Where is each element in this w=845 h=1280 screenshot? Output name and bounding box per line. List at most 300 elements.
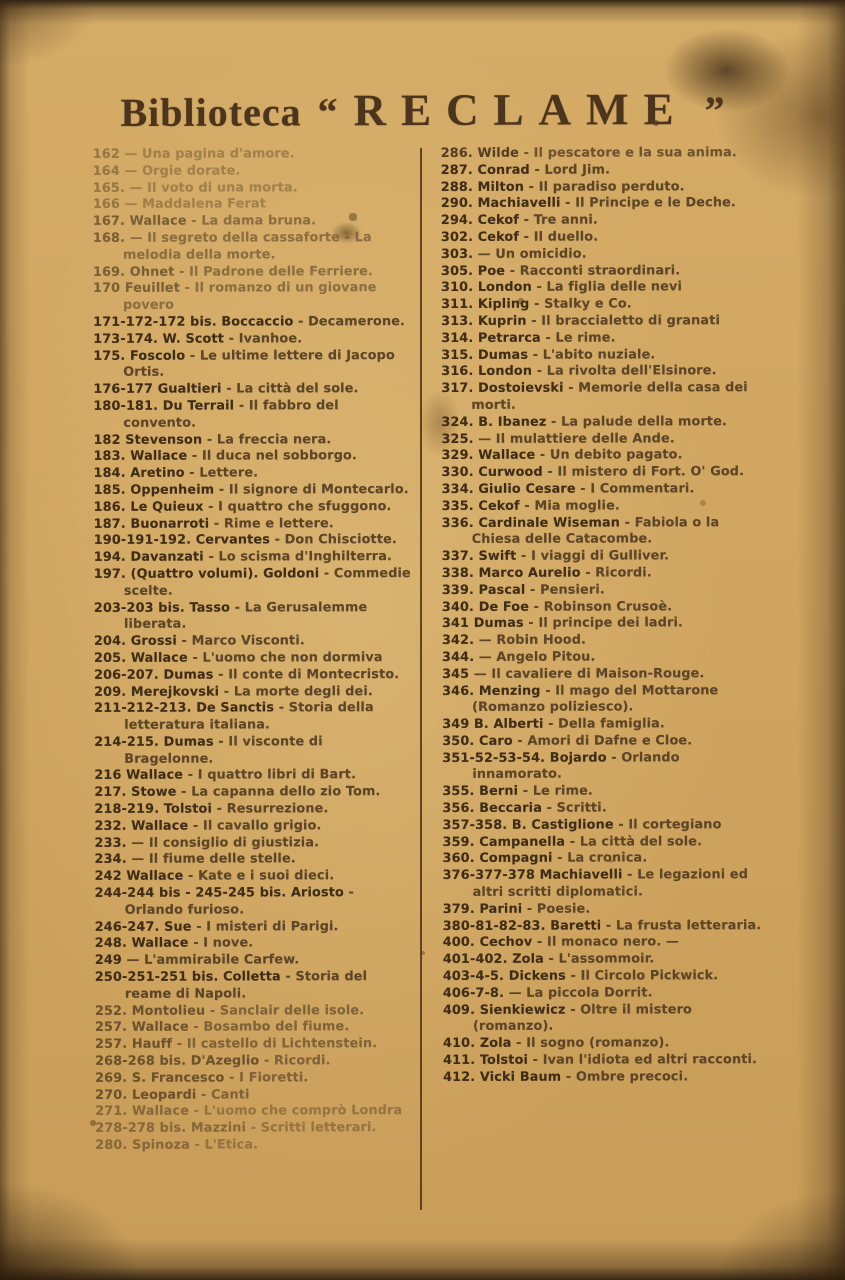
entry-author: Zola [507,951,544,968]
catalog-entry [442,649,762,667]
entry-number: 290. [440,196,474,212]
entry-title: - La palude della morte. [546,413,728,430]
entry-author: Dickens [504,968,566,984]
entry-title: — Robin Hood. [474,632,587,648]
entry-number: 250-251-251 bis. [94,969,219,985]
entry-author: Wallace [127,1020,189,1036]
entry-author: Wallace [121,868,184,885]
catalog-entry [94,516,414,534]
entry-author: Merejkovski [126,684,220,700]
entry-author: Kipling [473,296,530,313]
close-quote: ” [704,87,725,134]
entry-title: - Il paradiso perduto. [524,178,685,195]
entry-title: - Stalky e Co. [529,296,632,312]
entry-number: 400. [442,935,475,951]
catalog-entry [94,549,414,567]
entry-number: 280. [95,1137,128,1153]
catalog-entry [94,482,414,500]
entry-number: 175. [93,348,126,364]
entry-author: Spinoza [127,1137,190,1153]
entry-author: D'Azeglio [186,1053,260,1069]
catalog-entry [95,1087,415,1105]
entry-author: B. Ibanez [473,414,547,430]
catalog-entry [95,1103,415,1121]
entry-title: - Oltre il mistero (romanzo). [472,1001,692,1035]
entry-author: B. Alberti [469,716,544,732]
entry-number: 350. [442,733,475,749]
entry-title: - Pensieri. [525,582,605,598]
catalog-entry [442,834,762,852]
entry-author: Colletta [218,969,281,985]
entry-number: 167. [92,213,126,230]
entry-number: 186. [93,499,126,515]
entry-title: - Fabiola o la Chiesa delle Catacombe. [471,514,720,548]
entry-author: London [473,364,533,380]
entry-title: - Sanclair delle isole. [205,1002,365,1019]
catalog-entry [441,179,761,197]
catalog-entry [442,683,762,717]
entry-number: 324. [441,414,474,430]
catalog [93,145,764,1155]
entry-title: - Il monaco nero. — [532,934,679,951]
entry-author: Beccaria [474,800,543,816]
entry-title: - Ivanhoe. [224,331,303,347]
catalog-entry [93,331,413,349]
entry-number: 197. (Quattro volumi). [93,566,259,582]
entry-title: - L'uomo che comprò Londra [189,1103,403,1120]
entry-author: Feuillet [120,281,181,297]
entry-title: - Le ultime lettere di Jacopo Ortis. [123,347,395,381]
entry-author: Petrarca [473,330,541,346]
catalog-entry [441,280,761,298]
entry-title: - La Gerusalemme liberata. [123,599,368,633]
entry-number: 257. [95,1037,128,1053]
entry-author: Dumas [159,734,214,750]
entry-number: 376-377-378 [442,867,536,884]
entry-title: - L'uomo che non dormiva [187,650,383,666]
entry-number: 278-278 bis. [95,1120,187,1137]
entry-author: Wallace [473,448,536,464]
entry-number: 314. [441,330,474,346]
catalog-entry [95,1137,415,1155]
entry-title: - Poesie. [522,901,591,917]
entry-title: - I viaggi di Gulliver. [516,548,670,564]
entry-title: - Lord Jim. [529,162,611,178]
catalog-entry [442,716,762,734]
entry-title: - Rime e lettere. [209,515,334,532]
catalog-entry [94,499,414,517]
entry-number: 166 [92,197,121,213]
catalog-entry [95,852,415,870]
catalog-entry [441,212,761,230]
entry-number: 211-212-213. [94,700,192,717]
catalog-entry [441,246,761,264]
entry-title: - Ricordi. [580,565,652,581]
entry-author: Caro [474,733,513,749]
entry-author: Parini [474,901,523,917]
entry-author: Oppenheim [125,482,215,498]
entry-number: 330. [441,465,474,481]
catalog-entry [95,1036,415,1054]
catalog-entry [441,447,761,465]
entry-number: 194. [93,549,126,565]
catalog-entry [441,347,761,365]
entry-title: — Maddalena Ferat [119,196,266,213]
entry-title: - Ombre precoci. [561,1069,689,1085]
entry-number: 187. [93,516,126,532]
entry-author: De Foe [474,599,530,615]
catalog-entry [95,1003,415,1021]
entry-number: 168. [92,230,126,246]
entry-title: - Il braccialetto di granati [526,313,721,329]
catalog-entry [93,432,413,450]
title-word: Biblioteca [120,89,302,136]
entry-title: - Della famiglia. [543,716,665,732]
entry-title: - Don Chisciotte. [269,532,397,548]
catalog-entry [95,952,415,970]
catalog-entry [442,733,762,751]
entry-author: Marco Aurelio [473,565,581,581]
entry-author: Cervantes [191,532,270,548]
entry-title: - Il conte di Montecristo. [213,666,400,683]
catalog-entry [94,684,414,702]
entry-number: 270. [95,1087,128,1103]
entry-number: 409. [442,1002,476,1018]
catalog-entry [93,398,413,432]
catalog-entry [94,818,414,836]
entry-author: Dumas [158,667,214,683]
entry-number: 204. [93,633,127,649]
entry-title: - Il cavallo grigio. [188,818,322,834]
entry-title: - I Commentari. [575,481,695,497]
entry-title: — Il voto di una morta. [124,179,298,196]
open-quote: “ [317,89,338,135]
entry-number: 218-219. [94,801,160,817]
catalog-entry [441,296,761,314]
entry-number: 234. [94,852,127,868]
entry-title: - La capanna dello zio Tom. [176,784,381,800]
catalog-entry [94,768,414,786]
entry-title: - Storia della letteratura italiana. [124,700,374,733]
right-column [441,145,764,1154]
catalog-entry [94,734,414,768]
entry-author: Berni [474,784,519,800]
catalog-entry [95,935,415,953]
entry-author: Swift [473,548,517,565]
entry-number: 317. [441,381,474,397]
left-column [93,146,416,1155]
entry-number: 288. [440,179,473,195]
entry-title: - Il sogno (romanzo). [511,1035,670,1052]
entry-author: Du Terrail [158,398,235,414]
catalog-entry [443,1052,763,1070]
entry-number: 346. [442,683,475,699]
entry-number: 305. [440,263,474,279]
entry-number: 310. [441,280,474,296]
catalog-entry [95,868,415,886]
entry-number: 190-191-192. [93,532,192,549]
entry-author: Sue [159,919,192,935]
entry-author: Zola [475,1036,512,1052]
catalog-entry [94,566,414,600]
entry-number: 232. [94,818,127,834]
catalog-entry [94,650,414,668]
catalog-entry [93,213,413,231]
catalog-entry [443,968,763,986]
paper-specks [0,0,2,2]
entry-number: 410. [443,1036,476,1052]
catalog-entry [95,1070,415,1088]
entry-author: De Sanctis [191,700,275,716]
entry-author: Vicki Baum [475,1069,562,1085]
entry-title: - Ricordi. [259,1053,331,1069]
entry-author: Compagni [474,851,553,867]
catalog-entry [443,1002,763,1036]
entry-title: - Il mistero di Fort. O' God. [542,464,745,480]
entry-title: - Le legazioni ed altri scritti diplomatici. [472,867,749,900]
entry-author: Menzing [474,683,541,699]
entry-author: Wallace [125,213,187,229]
catalog-entry [442,632,762,650]
entry-author: Montolieu [127,1003,206,1019]
entry-number: 180-181. [93,398,159,414]
entry-number: 357-358. [442,817,508,833]
catalog-entry [94,465,414,483]
entry-title: - La cronica. [552,850,648,867]
entry-author: Wallace [126,650,188,666]
catalog-entry [442,565,762,583]
entry-author: Mazzini [186,1120,247,1136]
entry-title: - Il duello. [519,229,599,245]
entry-number: 248. [94,936,127,952]
entry-number: 171-172-172 bis. [93,314,217,330]
entry-author: Curwood [473,464,543,481]
entry-author: Tasso [184,600,231,616]
entry-author: Dumas [469,616,524,632]
entry-number: 336. [441,515,474,531]
entry-number: 176-177 [93,381,154,398]
entry-number: 351-52-53-54. [442,750,546,766]
entry-number: 164 [92,163,120,179]
entry-number: 269. [95,1070,128,1086]
catalog-entry [442,817,762,835]
catalog-entry [95,885,415,919]
entry-title: - Memorie della casa dei morti. [471,380,748,413]
entry-number: 380-81-82-83. [442,918,546,934]
entry-number: 341 [441,616,470,632]
entry-number: 337. [441,549,474,565]
entry-number: 249 [94,953,123,969]
entry-author: W. Scott [157,331,225,347]
entry-title: - Amori di Dafne e Cloe. [512,733,693,749]
entry-title: - Il romanzo di un giovane povero [123,280,377,313]
entry-author: Cechov [474,935,533,951]
entry-author: Milton [472,179,525,195]
entry-number: 214-215. [94,734,160,750]
entry-number: 379. [442,901,475,917]
entry-number: 246-247. [94,919,160,935]
catalog-entry [443,1035,763,1053]
entry-title: - I misteri di Parigi. [191,918,339,935]
entry-number: 203-203 bis. [93,600,185,616]
entry-number: 335. [441,498,474,514]
entry-number: 401-402. [442,952,508,968]
catalog-entry [93,196,413,214]
entry-number: 217. [94,785,127,801]
entry-title: - Il Circolo Pickwick. [565,968,719,984]
entry-title: - La città del sole. [565,833,703,850]
entry-author: Stowe [126,784,177,801]
entry-author: Ohnet [125,264,175,280]
catalog-entry [443,985,763,1003]
catalog-entry [93,264,413,282]
entry-number: 316. [441,364,474,380]
entry-author: Foscolo [125,348,186,364]
entry-title: - La figlia delle nevi [531,279,683,296]
catalog-entry [442,666,762,684]
entry-title: - Il Principe e le Deche. [560,195,736,212]
catalog-entry [94,667,414,685]
entry-title: — La piccola Dorrit. [504,985,653,1001]
entry-number: 185. [93,482,126,498]
entry-number: 411. [443,1052,476,1068]
entry-number: 170 [93,281,121,297]
entry-title: - I quattro che sfuggono. [203,498,392,515]
catalog-entry [441,431,761,449]
entry-number: 360. [442,851,475,867]
entry-number: 342. [441,632,475,649]
catalog-entry [95,1120,415,1138]
entry-author: Goldoni [258,566,320,582]
entry-author: Leopardi [127,1087,197,1103]
entry-author: Dumas [473,347,529,363]
entry-title: - Tre anni. [518,212,598,228]
catalog-entry [93,381,413,399]
entry-title: — Angelo Pitou. [474,649,596,665]
entry-title: - La frusta letteraria. [601,917,762,934]
entry-title: - I Fioretti. [224,1070,309,1086]
entry-author: Buonarroti [125,516,210,532]
entry-number: 173-174. [93,331,159,347]
catalog-entry [93,314,413,332]
catalog-entry [441,145,761,163]
entry-title: - Orlando innamorato. [472,750,680,783]
entry-author: Wallace [126,818,189,834]
entry-number: 315. [441,347,474,363]
entry-number: 287. [440,162,473,178]
entry-number: 355. [442,784,475,800]
catalog-entry [443,1069,763,1087]
entry-number: 345 [442,666,470,682]
catalog-entry [441,196,761,214]
entry-number: 329. [441,448,474,464]
entry-author: Wallace [126,936,189,952]
entry-title: — Il fiume delle stelle. [126,851,296,868]
entry-author: Ariosto [286,885,344,901]
entry-title: — Il segreto della cassaforte - La melodia della morte. [122,230,372,263]
catalog-entry [94,633,414,651]
entry-title: - Orlando furioso. [124,885,355,918]
entry-title: — L'ammirabile Carfew. [121,952,300,969]
entry-number: 271. [95,1104,128,1120]
entry-number: 286. [440,145,473,161]
catalog-entry [443,951,763,969]
title-series-name: RECLAME [353,84,689,136]
catalog-entry [93,348,413,382]
entry-author: Cekof [473,498,520,514]
entry-author: Gualtieri [153,381,222,397]
entry-title: - Mia moglie. [519,498,620,514]
catalog-entry [441,380,761,414]
catalog-entry [443,901,763,919]
entry-title: — Il mulattiere delle Ande. [473,430,675,447]
entry-number: 349 [442,716,470,733]
entry-number: 344. [441,649,475,665]
entry-author: Giulio Cesare [473,481,576,497]
catalog-entry [94,784,414,802]
catalog-entry [93,280,413,314]
entry-number: 412. [443,1069,476,1085]
entry-author: Grossi [126,633,177,649]
catalog-entry [93,163,413,181]
entry-author: Wallace [125,448,188,465]
entry-number: 339. [441,582,475,598]
entry-author: Poe [473,263,506,279]
catalog-entry [442,548,762,566]
entry-author: Wallace [127,1104,190,1120]
entry-title: - Il Padrone delle Ferriere. [174,263,374,280]
entry-number: 162 [92,146,120,162]
entry-author: Machiavelli [473,196,561,212]
catalog-entry [94,700,414,734]
catalog-entry [442,615,762,633]
catalog-entry [442,464,762,482]
catalog-entry [94,532,414,550]
catalog-entry [441,313,761,331]
catalog-entry [441,162,761,180]
entry-title: - Il fabbro del convento. [123,398,339,431]
entry-number: 313. [441,313,474,329]
entry-title: - La freccia nera. [202,431,332,448]
entry-number: 184. [93,465,126,482]
entry-number: 338. [441,565,475,581]
entry-number: 244-244 bis - 245-245 bis. [94,885,287,901]
entry-title: - L'assommoir. [543,951,655,967]
entry-title: - Il mago del Mottarone (Romanzo poliziesco). [472,682,719,716]
entry-title: - Il visconte di Bragelonne. [124,734,323,767]
entry-title: - I nove. [188,935,254,952]
entry-number: 242 [94,869,122,885]
entry-number: 209. [94,684,127,700]
entry-title: — Un omicidio. [473,246,587,262]
entry-title: — Una pagina d'amore. [119,146,295,162]
catalog-entry [442,750,762,784]
entry-author: Hauff [127,1036,173,1053]
entry-title: - Decamerone. [293,314,406,330]
entry-title: - La rivolta dell'Elsinore. [532,363,717,380]
entry-number: 257. [94,1020,128,1036]
entry-title: - Le rime. [518,783,593,800]
entry-author: Boccaccio [216,314,294,330]
entry-author: Kuprin [473,313,527,329]
entry-author: Tolstoi [475,1052,529,1068]
entry-number: 205. [94,650,127,666]
entry-title: — Il consiglio di giustizia. [126,834,320,851]
entry-author: Davanzati [125,549,204,565]
entry-title: - Ivan l'idiota ed altri racconti. [528,1052,758,1068]
entry-author: Baretti [545,918,602,934]
catalog-entry [443,867,763,901]
